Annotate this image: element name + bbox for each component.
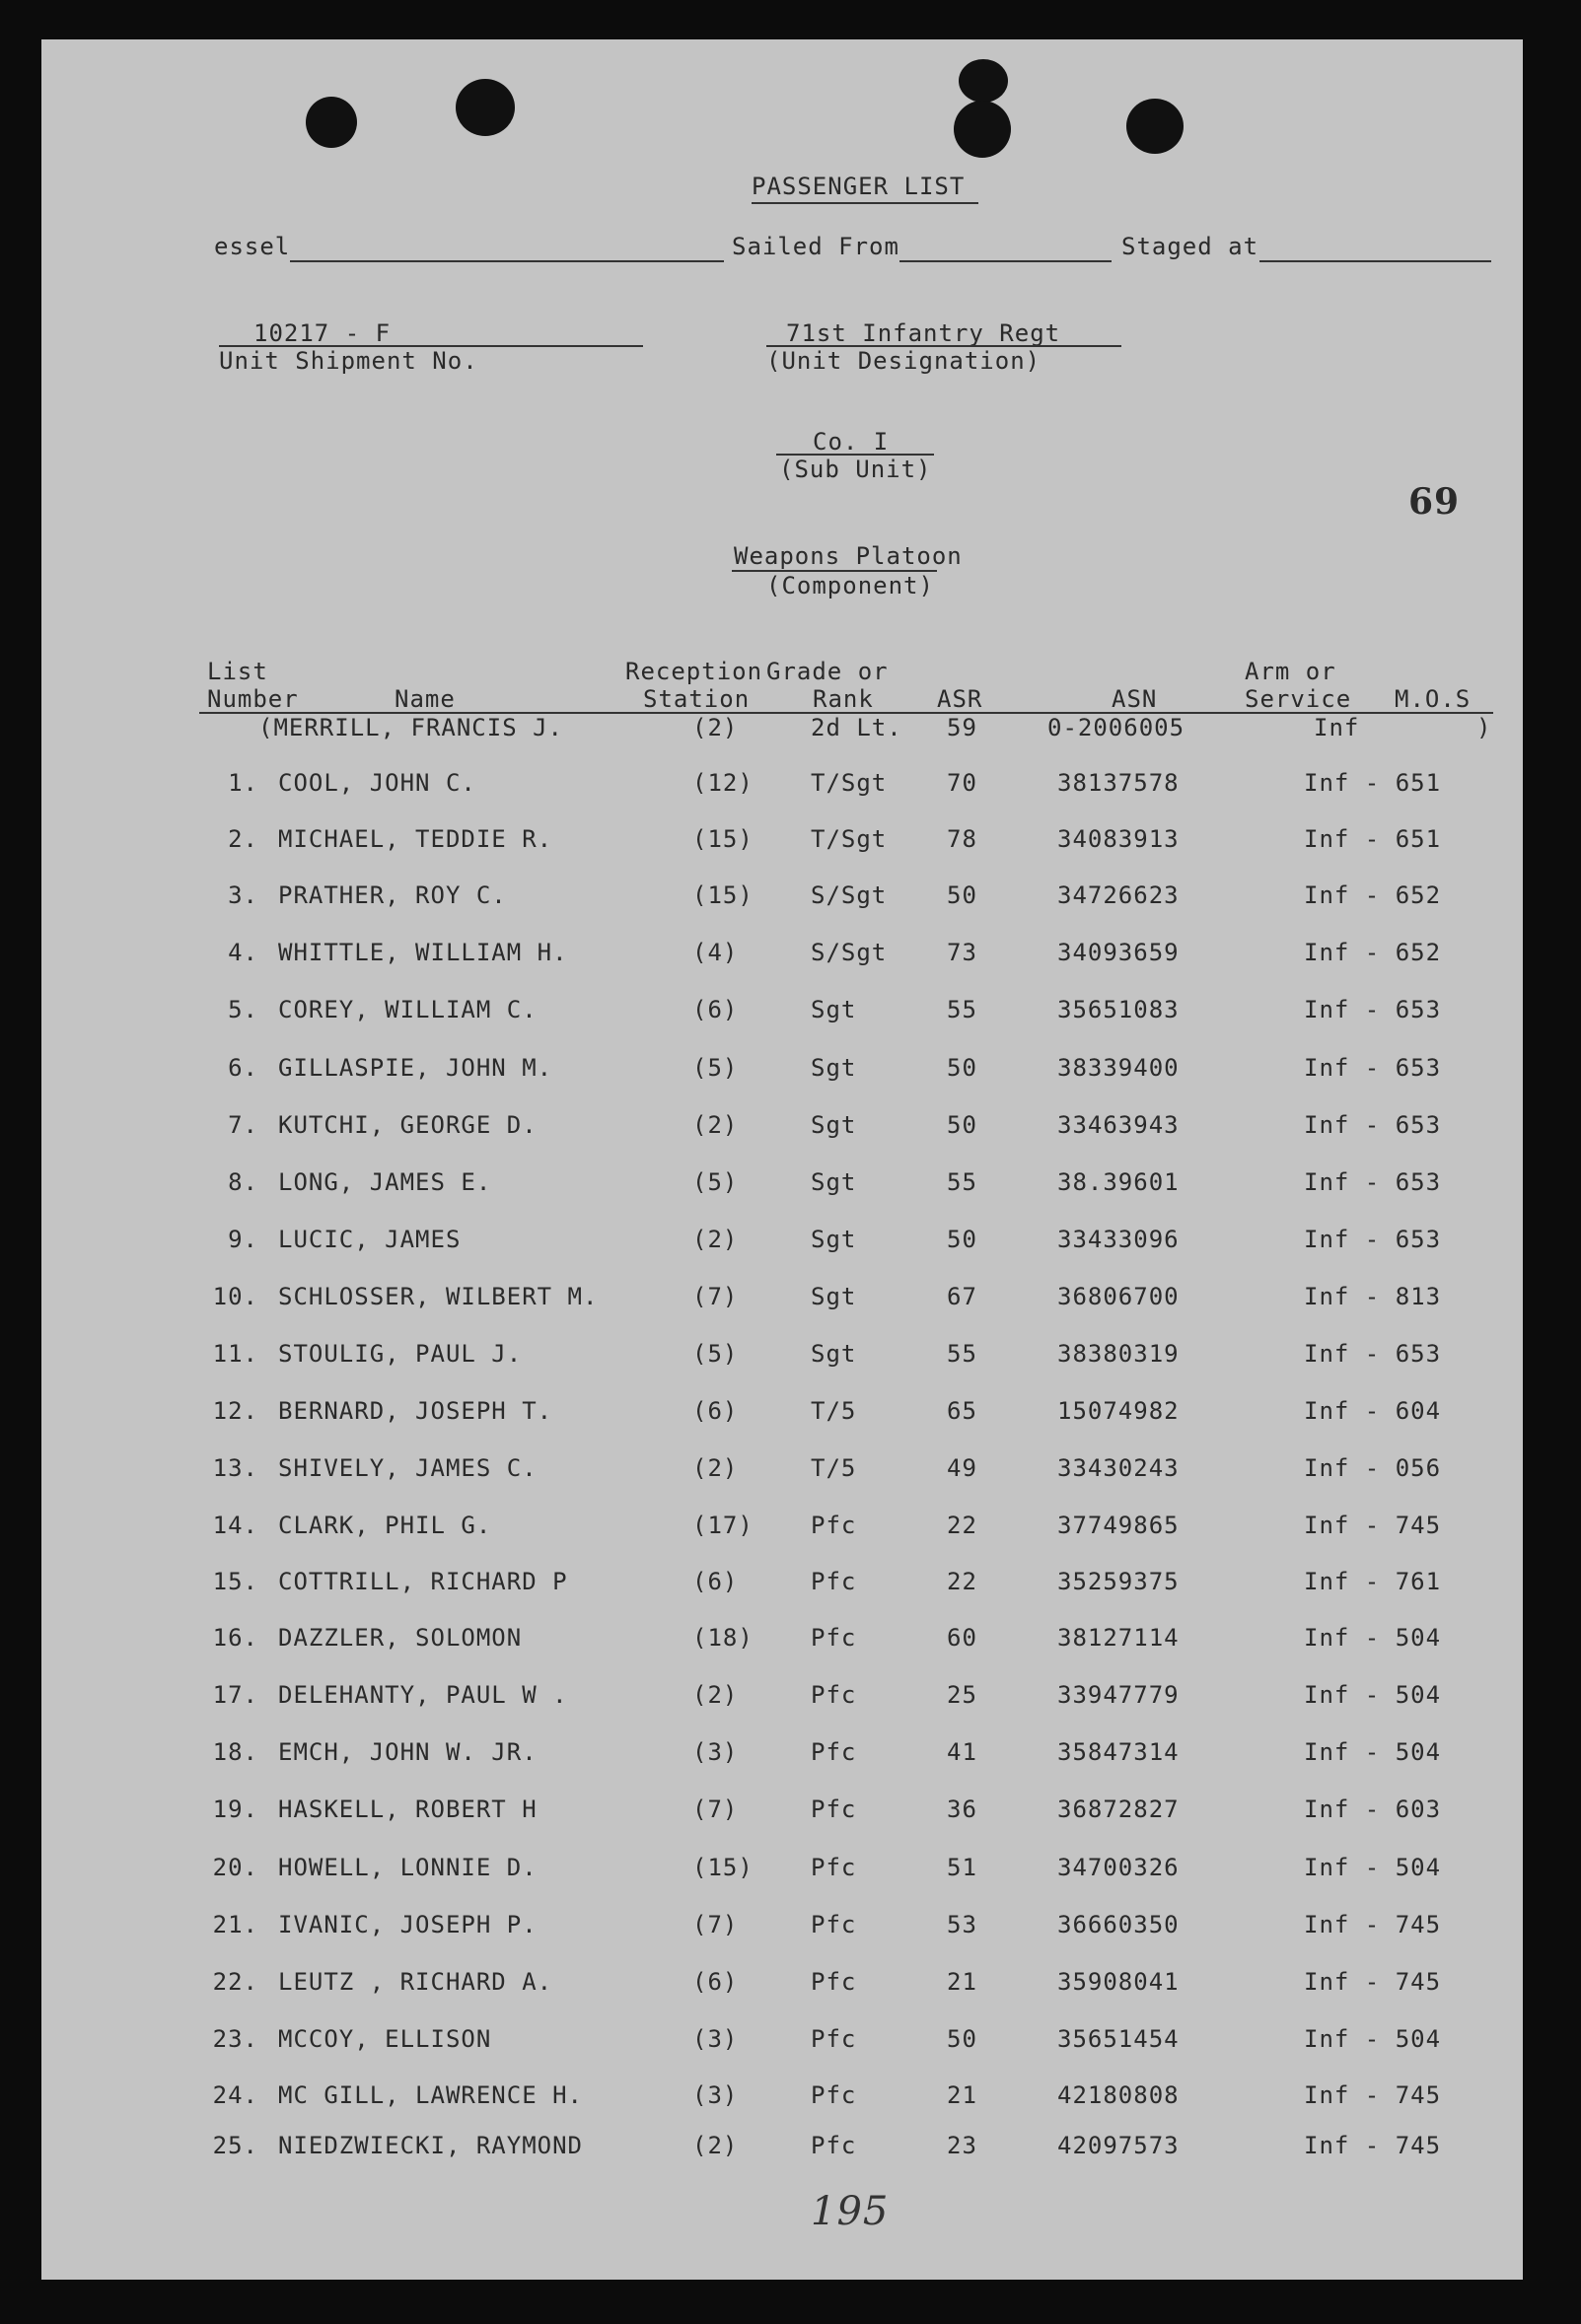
row-name: COTTRILL, RICHARD P: [278, 1568, 568, 1595]
row-reception: (15): [692, 1854, 754, 1881]
officer-arm: Inf: [1314, 714, 1360, 741]
row-reception: (7): [692, 1911, 739, 1938]
document-page: [41, 39, 1523, 2280]
table-row: [41, 1796, 1523, 1831]
row-reception: (2): [692, 1226, 739, 1253]
row-asn: 35651454: [1057, 2025, 1180, 2053]
row-reception: (12): [692, 769, 754, 797]
table-row: [41, 1512, 1523, 1547]
row-grade: T/Sgt: [811, 825, 888, 853]
col-header-arm-2: Service: [1245, 685, 1352, 713]
component-caption: (Component): [766, 572, 934, 599]
row-number: 21.: [212, 1911, 258, 1938]
row-grade: Sgt: [811, 1340, 857, 1368]
row-arm: Inf - 745: [1304, 1968, 1442, 1996]
row-arm: Inf - 745: [1304, 1512, 1442, 1539]
row-reception: (7): [692, 1796, 739, 1823]
officer-close-paren: ): [1476, 714, 1492, 741]
row-number: 5.: [228, 996, 258, 1023]
row-grade: Pfc: [811, 2081, 857, 2109]
row-number: 8.: [228, 1168, 258, 1196]
row-number: 23.: [212, 2025, 258, 2053]
row-grade: Pfc: [811, 1738, 857, 1766]
row-asn: 36806700: [1057, 1283, 1180, 1310]
row-grade: Pfc: [811, 2132, 857, 2159]
row-asr: 41: [947, 1738, 977, 1766]
row-arm: Inf - 761: [1304, 1568, 1442, 1595]
unit-designation-caption: (Unit Designation): [766, 347, 1042, 375]
row-grade: Pfc: [811, 1681, 857, 1709]
punch-hole: [456, 79, 515, 136]
unit-shipment-caption: Unit Shipment No.: [219, 347, 478, 375]
row-asr: 65: [947, 1397, 977, 1425]
row-asn: 38339400: [1057, 1054, 1180, 1082]
row-arm: Inf - 504: [1304, 2025, 1442, 2053]
row-asr: 55: [947, 1340, 977, 1368]
row-name: BERNARD, JOSEPH T.: [278, 1397, 553, 1425]
row-name: STOULIG, PAUL J.: [278, 1340, 523, 1368]
row-asn: 36872827: [1057, 1796, 1180, 1823]
row-reception: (3): [692, 2081, 739, 2109]
row-asr: 53: [947, 1911, 977, 1938]
row-asn: 34093659: [1057, 939, 1180, 966]
table-row: [41, 939, 1523, 974]
row-name: GILLASPIE, JOHN M.: [278, 1054, 553, 1082]
punch-hole: [954, 101, 1011, 158]
row-asn: 33463943: [1057, 1111, 1180, 1139]
row-reception: (15): [692, 881, 754, 909]
col-header-list-number-2: Number: [207, 685, 299, 713]
row-number: 2.: [228, 825, 258, 853]
row-reception: (5): [692, 1340, 739, 1368]
row-name: NIEDZWIECKI, RAYMOND: [278, 2132, 583, 2159]
table-row: [41, 1624, 1523, 1659]
row-number: 13.: [212, 1454, 258, 1482]
row-name: KUTCHI, GEORGE D.: [278, 1111, 538, 1139]
row-reception: (3): [692, 1738, 739, 1766]
row-asr: 50: [947, 1111, 977, 1139]
table-row: [41, 996, 1523, 1031]
row-arm: Inf - 745: [1304, 2081, 1442, 2109]
table-row: [41, 1283, 1523, 1318]
row-reception: (2): [692, 1454, 739, 1482]
row-asn: 38.39601: [1057, 1168, 1180, 1196]
row-asr: 49: [947, 1454, 977, 1482]
officer-asn: 0-2006005: [1047, 714, 1186, 741]
row-arm: Inf - 653: [1304, 1168, 1442, 1196]
row-asr: 22: [947, 1568, 977, 1595]
row-name: COREY, WILLIAM C.: [278, 996, 538, 1023]
row-number: 11.: [212, 1340, 258, 1368]
row-asr: 50: [947, 1054, 977, 1082]
row-name: COOL, JOHN C.: [278, 769, 476, 797]
row-reception: (15): [692, 825, 754, 853]
row-number: 17.: [212, 1681, 258, 1709]
row-name: EMCH, JOHN W. JR.: [278, 1738, 538, 1766]
row-asn: 42097573: [1057, 2132, 1180, 2159]
row-name: IVANIC, JOSEPH P.: [278, 1911, 538, 1938]
row-asr: 78: [947, 825, 977, 853]
row-reception: (6): [692, 1397, 739, 1425]
row-number: 10.: [212, 1283, 258, 1310]
row-arm: Inf - 504: [1304, 1738, 1442, 1766]
row-arm: Inf - 653: [1304, 1054, 1442, 1082]
punch-hole: [306, 97, 357, 148]
table-row: [41, 881, 1523, 917]
col-header-name: Name: [395, 685, 456, 713]
row-asr: 50: [947, 2025, 977, 2053]
row-asr: 50: [947, 1226, 977, 1253]
row-number: 1.: [228, 769, 258, 797]
row-number: 22.: [212, 1968, 258, 1996]
punch-hole: [959, 59, 1008, 103]
col-header-asn: ASN: [1112, 685, 1158, 713]
row-asr: 70: [947, 769, 977, 797]
sub-unit-caption: (Sub Unit): [779, 456, 932, 483]
row-asn: 42180808: [1057, 2081, 1180, 2109]
row-name: CLARK, PHIL G.: [278, 1512, 492, 1539]
vessel-field: [290, 260, 724, 262]
table-row: [41, 825, 1523, 861]
title-underline: [752, 202, 978, 204]
row-name: DAZZLER, SOLOMON: [278, 1624, 523, 1652]
row-asn: 38380319: [1057, 1340, 1180, 1368]
table-row: [41, 1454, 1523, 1490]
row-grade: Pfc: [811, 1911, 857, 1938]
table-row: [41, 1968, 1523, 2004]
sailed-from-label: Sailed From: [732, 233, 899, 260]
table-row: [41, 2132, 1523, 2167]
col-header-grade-2: Rank: [813, 685, 874, 713]
row-number: 19.: [212, 1796, 258, 1823]
row-arm: Inf - 504: [1304, 1854, 1442, 1881]
row-name: MC GILL, LAWRENCE H.: [278, 2081, 583, 2109]
sub-unit: Co. I: [813, 428, 890, 456]
row-name: SCHLOSSER, WILBERT M.: [278, 1283, 599, 1310]
col-header-arm-1: Arm or: [1245, 658, 1336, 685]
row-number: 14.: [212, 1512, 258, 1539]
row-number: 3.: [228, 881, 258, 909]
row-arm: Inf - 651: [1304, 825, 1442, 853]
row-reception: (6): [692, 1968, 739, 1996]
col-header-reception-2: Station: [643, 685, 751, 713]
row-name: MICHAEL, TEDDIE R.: [278, 825, 553, 853]
row-grade: Sgt: [811, 1226, 857, 1253]
row-grade: Pfc: [811, 1624, 857, 1652]
table-row: [41, 1226, 1523, 1261]
table-row: [41, 1054, 1523, 1090]
row-name: DELEHANTY, PAUL W .: [278, 1681, 568, 1709]
row-name: HOWELL, LONNIE D.: [278, 1854, 538, 1881]
row-arm: Inf - 653: [1304, 1340, 1442, 1368]
row-asn: 35259375: [1057, 1568, 1180, 1595]
col-header-list-number-1: List: [207, 658, 268, 685]
row-asr: 51: [947, 1854, 977, 1881]
row-asn: 15074982: [1057, 1397, 1180, 1425]
row-name: LUCIC, JAMES: [278, 1226, 462, 1253]
table-row: [41, 769, 1523, 805]
row-arm: Inf - 652: [1304, 939, 1442, 966]
row-reception: (18): [692, 1624, 754, 1652]
row-grade: Pfc: [811, 1512, 857, 1539]
row-grade: T/Sgt: [811, 769, 888, 797]
staged-at-field: [1259, 260, 1491, 262]
row-reception: (6): [692, 996, 739, 1023]
row-asn: 38137578: [1057, 769, 1180, 797]
row-grade: Pfc: [811, 1568, 857, 1595]
table-row: [41, 1111, 1523, 1147]
table-row: [41, 1568, 1523, 1603]
row-asr: 21: [947, 1968, 977, 1996]
row-number: 25.: [212, 2132, 258, 2159]
row-grade: T/5: [811, 1454, 857, 1482]
row-reception: (7): [692, 1283, 739, 1310]
table-row-officer: [41, 714, 1523, 749]
row-asn: 35651083: [1057, 996, 1180, 1023]
handwritten-total: 195: [811, 2189, 890, 2234]
row-number: 6.: [228, 1054, 258, 1082]
row-name: LONG, JAMES E.: [278, 1168, 492, 1196]
row-reception: (6): [692, 1568, 739, 1595]
table-row: [41, 1168, 1523, 1204]
row-asr: 55: [947, 1168, 977, 1196]
row-asr: 60: [947, 1624, 977, 1652]
row-grade: Sgt: [811, 996, 857, 1023]
row-number: 12.: [212, 1397, 258, 1425]
row-grade: Pfc: [811, 1968, 857, 1996]
row-arm: Inf - 652: [1304, 881, 1442, 909]
row-asr: 21: [947, 2081, 977, 2109]
row-name: HASKELL, ROBERT H: [278, 1796, 538, 1823]
row-asn: 33430243: [1057, 1454, 1180, 1482]
punch-hole: [1126, 99, 1184, 154]
row-arm: Inf - 653: [1304, 1226, 1442, 1253]
row-reception: (17): [692, 1512, 754, 1539]
row-number: 7.: [228, 1111, 258, 1139]
row-asn: 38127114: [1057, 1624, 1180, 1652]
officer-name: (MERRILL, FRANCIS J.: [258, 714, 563, 741]
row-asn: 34700326: [1057, 1854, 1180, 1881]
component: Weapons Platoon: [734, 542, 963, 570]
row-grade: Sgt: [811, 1054, 857, 1082]
vessel-label: essel: [214, 233, 291, 260]
col-header-asr: ASR: [937, 685, 983, 713]
row-grade: Sgt: [811, 1283, 857, 1310]
row-number: 20.: [212, 1854, 258, 1881]
col-header-reception-1: Reception: [625, 658, 763, 685]
officer-reception: (2): [692, 714, 739, 741]
row-reception: (4): [692, 939, 739, 966]
row-name: WHITTLE, WILLIAM H.: [278, 939, 568, 966]
row-asn: 37749865: [1057, 1512, 1180, 1539]
row-reception: (5): [692, 1054, 739, 1082]
sailed-from-field: [899, 260, 1112, 262]
row-asr: 50: [947, 881, 977, 909]
table-row: [41, 2025, 1523, 2061]
officer-grade: 2d Lt.: [811, 714, 902, 741]
row-grade: Pfc: [811, 2025, 857, 2053]
row-name: PRATHER, ROY C.: [278, 881, 507, 909]
unit-designation: 71st Infantry Regt: [786, 319, 1061, 347]
row-number: 16.: [212, 1624, 258, 1652]
row-grade: S/Sgt: [811, 939, 888, 966]
row-arm: Inf - 604: [1304, 1397, 1442, 1425]
row-name: SHIVELY, JAMES C.: [278, 1454, 538, 1482]
row-reception: (2): [692, 2132, 739, 2159]
row-number: 18.: [212, 1738, 258, 1766]
table-row: [41, 1681, 1523, 1717]
row-reception: (2): [692, 1681, 739, 1709]
row-asn: 34726623: [1057, 881, 1180, 909]
col-header-grade-1: Grade or: [766, 658, 889, 685]
row-asn: 33947779: [1057, 1681, 1180, 1709]
row-asr: 25: [947, 1681, 977, 1709]
row-arm: Inf - 504: [1304, 1681, 1442, 1709]
row-grade: T/5: [811, 1397, 857, 1425]
row-reception: (3): [692, 2025, 739, 2053]
row-asr: 73: [947, 939, 977, 966]
row-number: 15.: [212, 1568, 258, 1595]
table-row: [41, 1911, 1523, 1946]
row-grade: Sgt: [811, 1168, 857, 1196]
row-asn: 36660350: [1057, 1911, 1180, 1938]
table-row: [41, 1340, 1523, 1375]
row-grade: Pfc: [811, 1796, 857, 1823]
row-arm: Inf - 504: [1304, 1624, 1442, 1652]
row-number: 4.: [228, 939, 258, 966]
table-row: [41, 2081, 1523, 2117]
row-asr: 67: [947, 1283, 977, 1310]
row-name: LEUTZ , RICHARD A.: [278, 1968, 553, 1996]
table-row: [41, 1854, 1523, 1889]
row-asn: 35847314: [1057, 1738, 1180, 1766]
staged-at-label: Staged at: [1121, 233, 1259, 260]
row-arm: Inf - 745: [1304, 2132, 1442, 2159]
row-number: 24.: [212, 2081, 258, 2109]
row-asn: 35908041: [1057, 1968, 1180, 1996]
document-title: PASSENGER LIST: [752, 173, 966, 200]
row-arm: Inf - 653: [1304, 996, 1442, 1023]
col-header-mos: M.O.S: [1395, 685, 1472, 713]
row-arm: Inf - 653: [1304, 1111, 1442, 1139]
row-number: 9.: [228, 1226, 258, 1253]
row-reception: (2): [692, 1111, 739, 1139]
row-grade: Pfc: [811, 1854, 857, 1881]
row-asr: 22: [947, 1512, 977, 1539]
table-row: [41, 1397, 1523, 1433]
row-arm: Inf - 056: [1304, 1454, 1442, 1482]
row-asr: 23: [947, 2132, 977, 2159]
row-reception: (5): [692, 1168, 739, 1196]
row-arm: Inf - 813: [1304, 1283, 1442, 1310]
page-number: 69: [1408, 481, 1461, 523]
row-asn: 33433096: [1057, 1226, 1180, 1253]
row-arm: Inf - 651: [1304, 769, 1442, 797]
row-asr: 55: [947, 996, 977, 1023]
row-asr: 36: [947, 1796, 977, 1823]
unit-shipment-number: 10217 - F: [253, 319, 392, 347]
officer-asr: 59: [947, 714, 977, 741]
row-asn: 34083913: [1057, 825, 1180, 853]
row-grade: S/Sgt: [811, 881, 888, 909]
row-arm: Inf - 603: [1304, 1796, 1442, 1823]
row-grade: Sgt: [811, 1111, 857, 1139]
row-name: MCCOY, ELLISON: [278, 2025, 492, 2053]
row-arm: Inf - 745: [1304, 1911, 1442, 1938]
table-row: [41, 1738, 1523, 1774]
